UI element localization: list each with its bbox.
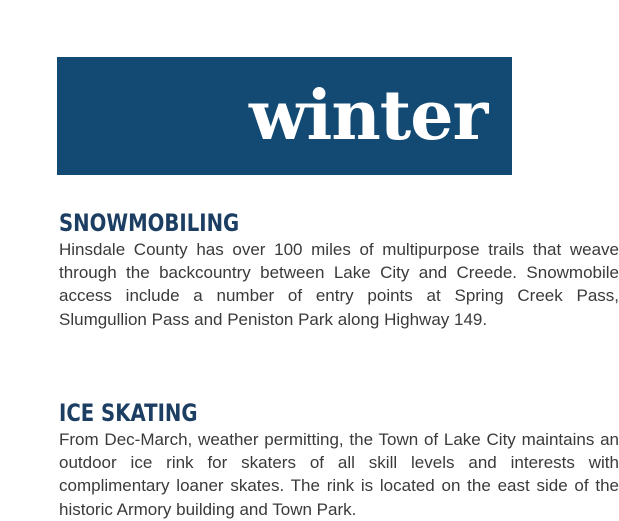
section-body: From Dec-March, weather permitting, the Town of Lake City maintains an outdoor ice rink for skaters of all skill levels and interests with complimentary loaner skates. The rink is located on the east side of the historic Armory building and Town Park. [59,430,619,519]
section-body: Hinsdale County has over 100 miles of multipurpose trails that weave through the backcountry between Lake City and Creede. Snowmobile access include a number of entry points at Spring Creek Pass, Slumgullion Pass and Peniston Park along Highway 149. [59,240,619,329]
section-snowmobiling [59,208,619,331]
section-ice-skating [59,398,619,521]
section-heading: ICE SKATING [59,399,198,427]
banner-title: winter [249,76,488,156]
section-heading: SNOWMOBILING [59,209,240,237]
header-banner [57,57,512,175]
